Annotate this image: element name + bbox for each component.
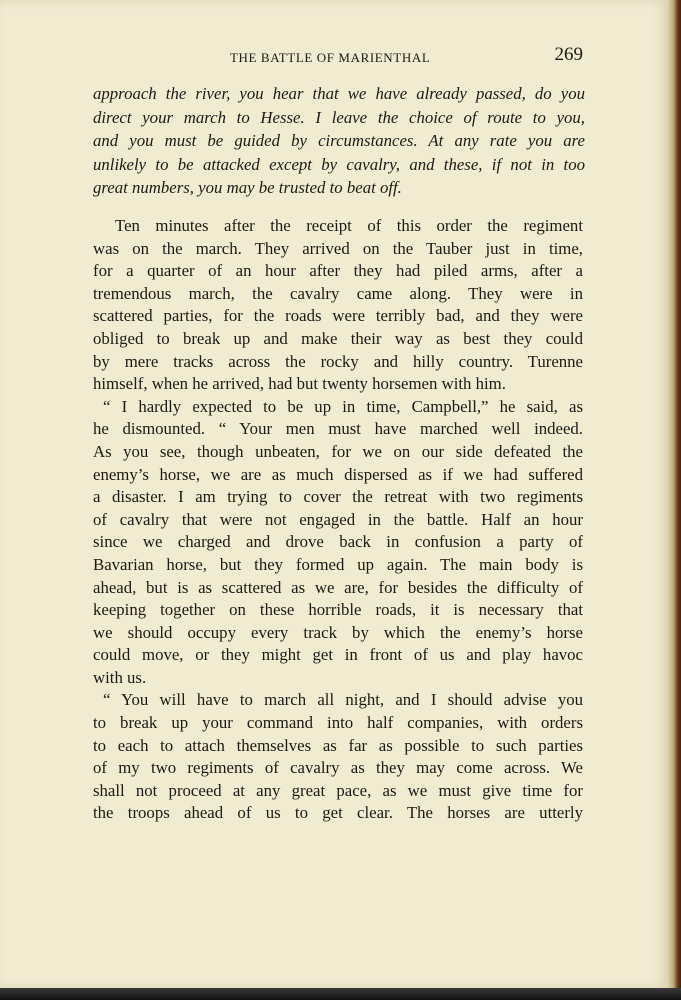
text-line: to each to attach themselves as far as possible to such parties <box>93 735 583 755</box>
scan-bottom-border <box>0 988 681 1000</box>
text-line: himself, when he arrived, had but twenty horsemen with him. <box>93 374 506 394</box>
text-line: of cavalry that were not engaged in the battle. Half an hour <box>93 509 583 529</box>
text-line: direct your march to Hesse. I leave the choice of route to you, <box>93 107 585 127</box>
text-line: ahead, but is as scattered as we are, for besides the difficulty of <box>93 577 583 597</box>
text-line: great numbers, you may be trusted to beat off. <box>93 178 402 197</box>
running-head <box>93 44 583 68</box>
page-edge <box>668 0 681 1000</box>
text-line: by mere tracks across the rocky and hilly country. Turenne <box>93 351 583 371</box>
text-line: Ten minutes after the receipt of this order the regiment <box>115 216 583 235</box>
text-line: “ You will have to march all night, and I should advise you <box>103 690 583 710</box>
text-line: shall not proceed at any great pace, as we must give time for <box>93 780 583 800</box>
text-line: the troops ahead of us to get clear. The horses are utterly <box>93 803 583 823</box>
text-line: with us. <box>93 667 147 687</box>
text-line: Bavarian horse, but they formed up again. The main body is <box>93 554 583 574</box>
page-number: 269 <box>554 44 583 65</box>
text-line: scattered parties, for the roads were terribly bad, and they were <box>93 306 583 326</box>
text-line: approach the river, you hear that we have already passed, do you <box>93 84 585 103</box>
body-text <box>93 215 583 825</box>
text-line: since we charged and drove back in confusion a party of <box>93 532 583 552</box>
text-line: and you must be guided by circumstances. At any rate you are <box>93 131 585 150</box>
text-line: we should occupy every track by which the enemy’s horse <box>93 622 583 642</box>
running-title: THE BATTLE OF MARIENTHAL <box>230 50 431 65</box>
text-line: he dismounted. “ Your men must have marched well indeed. <box>93 419 583 439</box>
italic-letter-excerpt <box>93 82 585 200</box>
text-line: “ I hardly expected to be up in time, Campbell,” he said, as <box>103 396 583 416</box>
text-line: keeping together on these horrible roads, it is necessary that <box>93 600 583 620</box>
text-line: tremendous march, the cavalry came along. They were in <box>93 283 583 303</box>
text-line: of my two regiments of cavalry as they may come across. We <box>93 758 583 778</box>
text-line: obliged to break up and make their way as best they could <box>93 328 583 348</box>
text-line: was on the march. They arrived on the Tauber just in time, <box>93 238 583 258</box>
text-line: could move, or they might get in front of us and play havoc <box>93 645 583 665</box>
text-line: enemy’s horse, we are as much dispersed as if we had suffered <box>93 464 583 484</box>
text-line: a disaster. I am trying to cover the retreat with two regiments <box>93 487 583 507</box>
text-line: As you see, though unbeaten, for we on our side defeated the <box>93 441 583 461</box>
text-line: for a quarter of an hour after they had piled arms, after a <box>93 261 583 281</box>
text-line: unlikely to be attacked except by cavalry, and these, if not in too <box>93 154 585 174</box>
text-line: to break up your command into half companies, with orders <box>93 713 583 733</box>
